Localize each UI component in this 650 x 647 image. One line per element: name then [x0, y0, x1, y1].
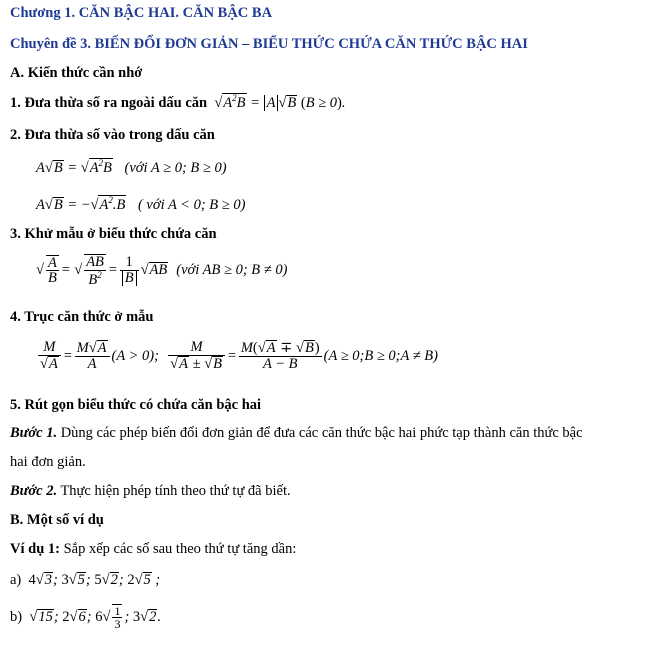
formula-4-cond2: (A ≥ 0;B ≥ 0;A ≠ B) [323, 347, 438, 364]
example-1a-label: a) [10, 572, 22, 588]
formula-4-cond1: (A > 0); [111, 347, 159, 364]
formula-1: $√A^2B = A$ √B (B ≥ 0). [210, 93, 346, 111]
example-1b-label: b) [10, 608, 23, 625]
item-3-label: 3. Khử mẫu ở biểu thức chứa căn [10, 226, 217, 242]
formula-2a-cond: (với A ≥ 0; B ≥ 0) [124, 159, 227, 176]
example-1b [10, 604, 161, 630]
section-b-heading: B. Một số ví dụ [10, 512, 104, 528]
step-2 [10, 484, 291, 499]
step-1 [10, 426, 583, 441]
item-1 [10, 93, 346, 111]
formula-3: √ $\frac{A}{B}$ = √ $\frac{AB}{B^2}$ = $\frac{1}{B}$ √ AB (với AB ≥ 0; B ≠ 0) [36, 254, 288, 288]
formula-2a: $A√B = √A^2B$ (với A ≥ 0; B ≥ 0) [36, 158, 227, 176]
item-2-label: 2. Đưa thừa số vào trong dấu căn [10, 127, 215, 143]
step-1-label: Bước 1. [10, 425, 58, 441]
formula-4: $\frac{M}{√A}$ = $\frac{M√A}{A}$ (A > 0); $\frac{M}{√A \pm √B}$ = $\frac{M(√A \mp √B)}{A - B}$ (A ≥ 0;B ≥ 0;A ≠ B) [40, 339, 438, 373]
item-5-label: 5. Rút gọn biểu thức có chứa căn bậc hai [10, 397, 262, 413]
formula-2b-cond: ( với A < 0; B ≥ 0) [137, 196, 246, 213]
example-1-text: Sắp xếp các số sau theo thứ tự tăng dần: [63, 541, 297, 557]
step-2-label: Bước 2. [10, 483, 58, 499]
formula-2b: $A√B = -√A^2.B$ ( với A < 0; B ≥ 0) [36, 195, 246, 213]
item-1-label: 1. Đưa thừa số ra ngoài dấu căn [10, 94, 208, 111]
chapter-title: Chương 1. CĂN BẬC HAI. CĂN BẬC BA [10, 5, 273, 21]
section-a-heading: A. Kiến thức cần nhớ [10, 65, 143, 81]
topic-title: Chuyên đề 3. BIẾN ĐỔI ĐƠN GIẢN – BIỂU THỨC CHỨA CĂN THỨC BẬC HAI [10, 36, 528, 52]
formula-3-cond: (với AB ≥ 0; B ≠ 0) [176, 262, 288, 279]
example-1-label: Ví dụ 1: [10, 541, 60, 557]
example-1 [10, 542, 296, 557]
example-1a-numbers: 4√3; 3√5; 5√2; 2√5 ; [28, 572, 161, 588]
step-1-text-b: hai đơn giản. [10, 454, 86, 470]
example-1b-numbers: √ 15 ; 2 √ 6 ; 6 √ $\frac{1}{3}$ ; 3 √ 2 . [25, 604, 161, 631]
step-1-text-a: Dùng các phép biến đổi đơn giản để đưa các căn thức bậc hai phức tạp thành căn thức bậc [60, 425, 583, 441]
example-1a [10, 572, 160, 588]
step-2-text: Thực hiện phép tính theo thứ tự đã biết. [60, 483, 291, 499]
item-4-label: 4. Trục căn thức ở mẫu [10, 309, 154, 325]
